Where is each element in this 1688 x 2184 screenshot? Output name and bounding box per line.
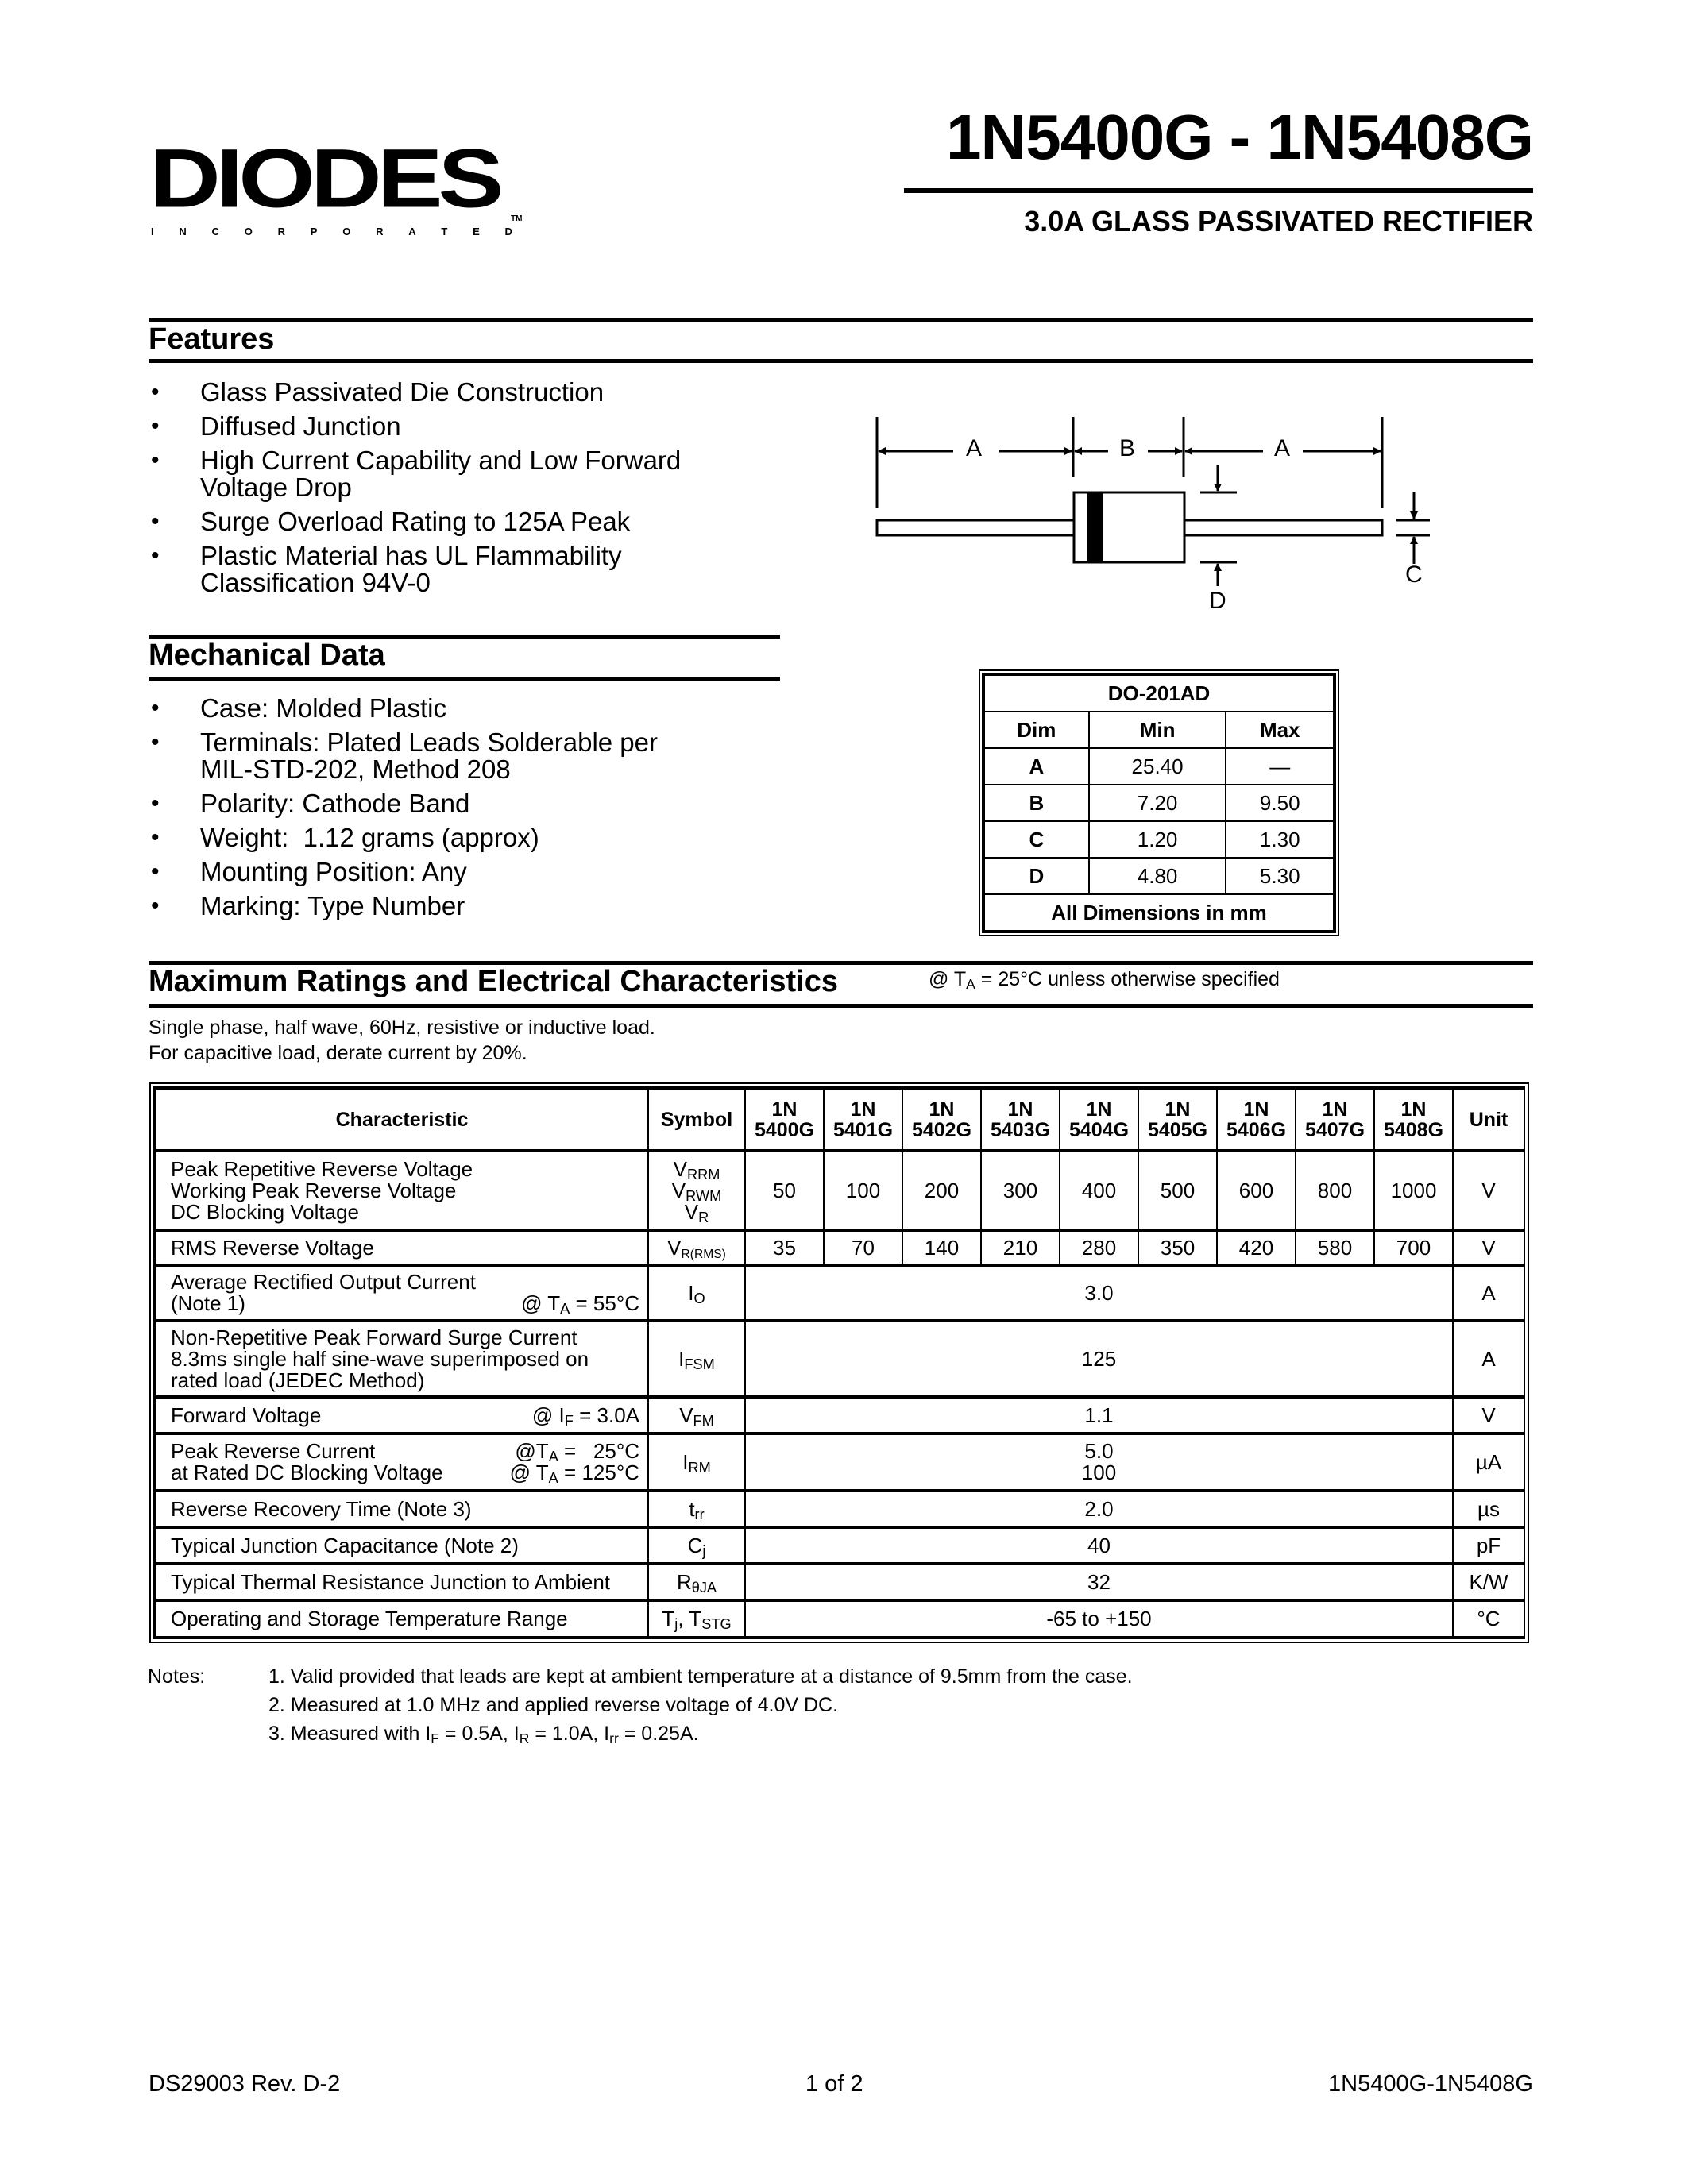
dim-row bbox=[984, 821, 1334, 858]
logo-letter: N bbox=[179, 226, 187, 237]
characteristic-cell: Peak Repetitive Reverse Voltage Working Peak Reverse Voltage DC Blocking Voltage bbox=[156, 1151, 648, 1230]
value-cell: 3.0 bbox=[745, 1265, 1453, 1321]
symbol-cell: $I_{FSM}$ bbox=[648, 1321, 745, 1397]
symbol-cell: $I_{RM}$ bbox=[648, 1433, 745, 1491]
feature-item: • Surge Overload Rating to 125A Peak bbox=[151, 508, 755, 535]
unit-cell: A bbox=[1453, 1321, 1524, 1397]
min-cell: 1.20 bbox=[1089, 821, 1226, 858]
characteristic-cell: Typical Thermal Resistance Junction to Ambient bbox=[156, 1564, 648, 1600]
table-row-capacitance bbox=[156, 1527, 1524, 1564]
feature-item: • High Current Capability and Low Forward Voltage Drop bbox=[151, 447, 755, 501]
characteristic-cell: Peak Reverse Current $@T_A = 25^\circ C$ at Rated DC Blocking Voltage @ $T_A = 125^\circ C$ bbox=[156, 1433, 648, 1491]
value-cell: 40 bbox=[745, 1527, 1453, 1564]
value-cell: 2.0 bbox=[745, 1491, 1453, 1527]
features-top-rule bbox=[149, 318, 1533, 322]
dim-row bbox=[984, 748, 1334, 785]
ratings-intro bbox=[149, 1015, 655, 1066]
footer-part-number: 1N5400G-1N5408G bbox=[1328, 2071, 1533, 2097]
characteristic-cell: Average Rectified Output Current (Note 1) @ $T_A = 55^\circ C$ bbox=[156, 1265, 648, 1321]
value-cell: 500 bbox=[1138, 1151, 1217, 1230]
max-cell: 9.50 bbox=[1226, 785, 1334, 821]
features-list bbox=[151, 379, 755, 604]
max-cell: 5.30 bbox=[1226, 858, 1334, 894]
logo-letter: T bbox=[441, 226, 448, 237]
symbol-cell: $t_{rr}$ bbox=[648, 1491, 745, 1527]
feature-item: • Diffused Junction bbox=[151, 413, 755, 440]
part-header: 1N 5400G bbox=[745, 1089, 824, 1151]
mechanical-item: • Case: Molded Plastic bbox=[151, 695, 755, 722]
dim-cell: A bbox=[984, 748, 1089, 785]
dim-label-a-left: A bbox=[966, 435, 983, 461]
feature-item: • Plastic Material has UL Flammability Classification 94V-0 bbox=[151, 542, 755, 596]
value-cell: 350 bbox=[1138, 1230, 1217, 1265]
unit-header: Unit bbox=[1453, 1089, 1524, 1151]
table-row-output-current bbox=[156, 1265, 1524, 1321]
value-cell: 1000 bbox=[1374, 1151, 1453, 1230]
unit-cell: pF bbox=[1453, 1527, 1524, 1564]
condition-text: @ T bbox=[929, 968, 967, 990]
mechanical-list bbox=[151, 695, 755, 927]
value-cell: 200 bbox=[902, 1151, 981, 1230]
value-cell: 140 bbox=[902, 1230, 981, 1265]
value-cell: 420 bbox=[1217, 1230, 1296, 1265]
part-header: 1N 5404G bbox=[1060, 1089, 1138, 1151]
characteristic-cell: RMS Reverse Voltage bbox=[156, 1230, 648, 1265]
logo-letter: I bbox=[151, 226, 154, 237]
symbol-header: Symbol bbox=[648, 1089, 745, 1151]
logo-letter: E bbox=[473, 226, 480, 237]
part-header: 1N 5401G bbox=[824, 1089, 902, 1151]
logo-wordmark: DIODES bbox=[149, 131, 500, 225]
min-header: Min bbox=[1089, 712, 1226, 748]
value-cell: 210 bbox=[981, 1230, 1060, 1265]
condition-sub: A bbox=[966, 976, 975, 992]
intro-line: For capacitive load, derate current by 20%. bbox=[149, 1042, 527, 1064]
mechanical-bottom-rule bbox=[149, 677, 780, 681]
characteristic-cell: Non-Repetitive Peak Forward Surge Current 8.3ms single half sine-wave superimposed on rated load (JEDEC Method) bbox=[156, 1321, 648, 1397]
table-row-temperature-range bbox=[156, 1600, 1524, 1637]
value-cell: 70 bbox=[824, 1230, 902, 1265]
notes-section bbox=[148, 1662, 1498, 1748]
table-row-rms-voltage bbox=[156, 1230, 1524, 1265]
note-item: 3. Measured with $I_F = 0.5A$, $I_R = 1.0A$, $I_{rr} = 0.25A$. bbox=[268, 1723, 699, 1746]
max-cell: — bbox=[1226, 748, 1334, 785]
characteristic-header: Characteristic bbox=[156, 1089, 648, 1151]
value-cell: 50 bbox=[745, 1151, 824, 1230]
value-cell: 700 bbox=[1374, 1230, 1453, 1265]
mechanical-heading: Mechanical Data bbox=[149, 639, 385, 672]
value-cell: 600 bbox=[1217, 1151, 1296, 1230]
symbol-cell: $V_{RRM}$ $V_{RWM}$ $V_R$ bbox=[648, 1151, 745, 1230]
table-row-recovery-time bbox=[156, 1491, 1524, 1527]
footer-doc-id: DS29003 Rev. D-2 bbox=[149, 2071, 341, 2097]
dim-cell: C bbox=[984, 821, 1089, 858]
dim-cell: D bbox=[984, 858, 1089, 894]
table-row-reverse-voltage bbox=[156, 1151, 1524, 1230]
value-cell: 800 bbox=[1296, 1151, 1374, 1230]
characteristic-cell: Typical Junction Capacitance (Note 2) bbox=[156, 1527, 648, 1564]
logo-letter: R bbox=[277, 226, 285, 237]
mechanical-item: • Marking: Type Number bbox=[151, 893, 755, 920]
ratings-bottom-rule bbox=[149, 1004, 1533, 1008]
min-cell: 25.40 bbox=[1089, 748, 1226, 785]
logo-incorporated bbox=[151, 226, 512, 237]
dimensions-table bbox=[979, 669, 1339, 936]
characteristic-cell: Reverse Recovery Time (Note 3) bbox=[156, 1491, 648, 1527]
dim-label-b: B bbox=[1119, 435, 1136, 461]
condition-text: = 25°C unless otherwise specified bbox=[975, 968, 1280, 990]
unit-cell: V bbox=[1453, 1397, 1524, 1433]
value-cell: 32 bbox=[745, 1564, 1453, 1600]
table-row-thermal-resistance bbox=[156, 1564, 1524, 1600]
value-cell: 400 bbox=[1060, 1151, 1138, 1230]
logo-letter: O bbox=[342, 226, 351, 237]
dim-cell: B bbox=[984, 785, 1089, 821]
min-cell: 7.20 bbox=[1089, 785, 1226, 821]
logo-letter: C bbox=[211, 226, 219, 237]
symbol-cell: $V_{R(RMS)}$ bbox=[648, 1230, 745, 1265]
value-cell: -65 to +150 bbox=[745, 1600, 1453, 1637]
dim-label-d: D bbox=[1209, 588, 1226, 614]
logo-letter: P bbox=[310, 226, 318, 237]
intro-line: Single phase, half wave, 60Hz, resistive or inductive load. bbox=[149, 1017, 655, 1039]
value-cell: 300 bbox=[981, 1151, 1060, 1230]
ratings-table bbox=[149, 1082, 1529, 1643]
symbol-cell: $T_j$, $T_{STG}$ bbox=[648, 1600, 745, 1637]
unit-cell: °C bbox=[1453, 1600, 1524, 1637]
symbol-cell: $I_O$ bbox=[648, 1265, 745, 1321]
logo-letter: O bbox=[244, 226, 253, 237]
unit-cell: µs bbox=[1453, 1491, 1524, 1527]
value-cell: 5.0 100 bbox=[745, 1433, 1453, 1491]
features-bottom-rule bbox=[149, 359, 1533, 363]
dim-label-a-right: A bbox=[1274, 435, 1291, 461]
dimensions-footer: All Dimensions in mm bbox=[984, 894, 1334, 931]
ratings-condition bbox=[929, 968, 1280, 991]
part-header: 1N 5406G bbox=[1217, 1089, 1296, 1151]
table-row-reverse-current bbox=[156, 1433, 1524, 1491]
logo-letter: R bbox=[376, 226, 384, 237]
table-row-surge-current bbox=[156, 1321, 1524, 1397]
logo-letter: D bbox=[504, 226, 512, 237]
dim-row bbox=[984, 785, 1334, 821]
mechanical-item: • Weight: 1.12 grams (approx) bbox=[151, 824, 755, 851]
value-cell: 280 bbox=[1060, 1230, 1138, 1265]
value-cell: 35 bbox=[745, 1230, 824, 1265]
part-header: 1N 5402G bbox=[902, 1089, 981, 1151]
features-heading: Features bbox=[149, 322, 275, 356]
unit-cell: V bbox=[1453, 1151, 1524, 1230]
diodes-logo bbox=[149, 131, 531, 245]
symbol-cell: $C_j$ bbox=[648, 1527, 745, 1564]
title-divider bbox=[904, 188, 1533, 193]
mechanical-item: • Polarity: Cathode Band bbox=[151, 790, 755, 817]
value-cell: 125 bbox=[745, 1321, 1453, 1397]
part-header: 1N 5407G bbox=[1296, 1089, 1374, 1151]
part-header: 1N 5405G bbox=[1138, 1089, 1217, 1151]
mechanical-item: • Mounting Position: Any bbox=[151, 859, 755, 886]
characteristic-cell: Forward Voltage @ $I_F = 3.0A$ bbox=[156, 1397, 648, 1433]
logo-letter: A bbox=[408, 226, 416, 237]
value-cell: 1.1 bbox=[745, 1397, 1453, 1433]
max-header: Max bbox=[1226, 712, 1334, 748]
dim-row bbox=[984, 858, 1334, 894]
value-cell: 100 bbox=[824, 1151, 902, 1230]
document-title: 1N5400G - 1N5408G bbox=[945, 102, 1533, 172]
value-cell: 580 bbox=[1296, 1230, 1374, 1265]
unit-cell: A bbox=[1453, 1265, 1524, 1321]
footer-page-number: 1 of 2 bbox=[805, 2071, 863, 2097]
part-header: 1N 5403G bbox=[981, 1089, 1060, 1151]
part-header: 1N 5408G bbox=[1374, 1089, 1453, 1151]
package-outline-diagram bbox=[858, 397, 1462, 627]
unit-cell: K/W bbox=[1453, 1564, 1524, 1600]
symbol-cell: $R_{\theta JA}$ bbox=[648, 1564, 745, 1600]
package-name: DO-201AD bbox=[984, 675, 1334, 712]
characteristic-cell: Operating and Storage Temperature Range bbox=[156, 1600, 648, 1637]
note-item: 2. Measured at 1.0 MHz and applied reverse voltage of 4.0V DC. bbox=[268, 1694, 839, 1716]
table-row-forward-voltage bbox=[156, 1397, 1524, 1433]
note-item: 1. Valid provided that leads are kept at ambient temperature at a distance of 9.5mm from the case. bbox=[268, 1665, 1133, 1688]
header-row bbox=[156, 1089, 1524, 1151]
unit-cell: µA bbox=[1453, 1433, 1524, 1491]
ratings-heading: Maximum Ratings and Electrical Characteristics bbox=[149, 965, 838, 998]
min-cell: 4.80 bbox=[1089, 858, 1226, 894]
symbol-cell: $V_{FM}$ bbox=[648, 1397, 745, 1433]
dim-header: Dim bbox=[984, 712, 1089, 748]
mechanical-item: • Terminals: Plated Leads Solderable per MIL-STD-202, Method 208 bbox=[151, 729, 699, 783]
unit-cell: V bbox=[1453, 1230, 1524, 1265]
dim-label-c: C bbox=[1405, 561, 1423, 588]
feature-item: • Glass Passivated Die Construction bbox=[151, 379, 755, 406]
trademark-mark: TM bbox=[511, 214, 523, 223]
notes-label: Notes: bbox=[148, 1665, 206, 1688]
document-subtitle: 3.0A GLASS PASSIVATED RECTIFIER bbox=[1024, 205, 1533, 237]
max-cell: 1.30 bbox=[1226, 821, 1334, 858]
